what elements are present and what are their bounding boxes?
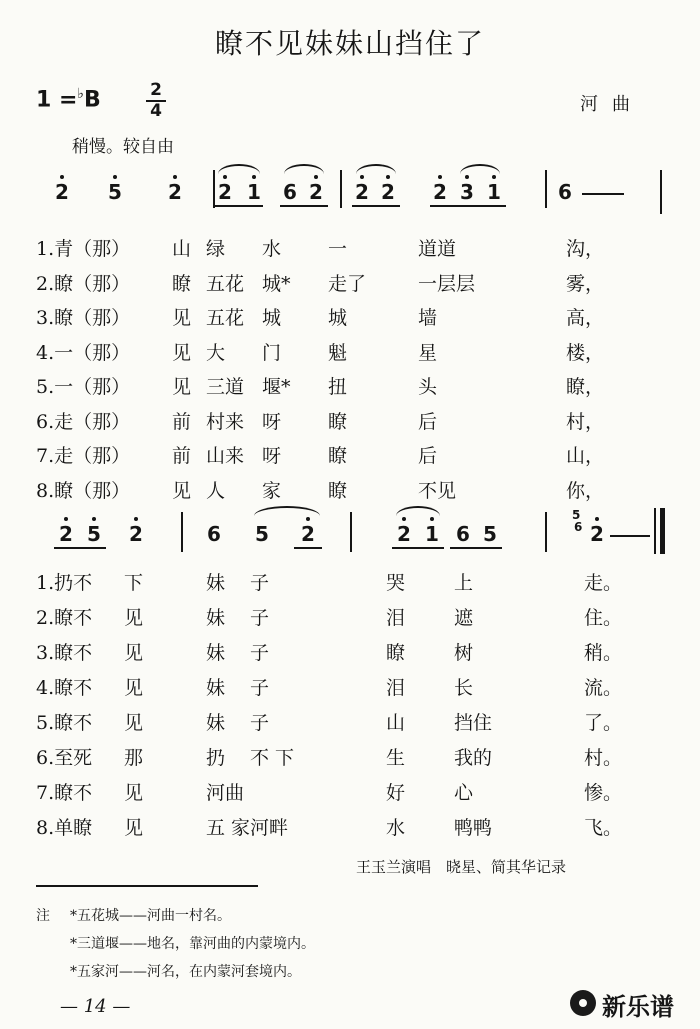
verse1-line8-col0: 8.瞭（那） — [36, 479, 131, 502]
verse2-line6-col3: 不 下 — [250, 747, 295, 769]
underline-s1-0 — [215, 205, 263, 207]
extension-dash-s2 — [610, 535, 650, 537]
verse1-line5-col4: 扭 — [328, 376, 348, 398]
verse2-line4-col1: 见 — [124, 677, 144, 699]
site-logo — [570, 987, 680, 1021]
verse2-line5-col4: 山 — [386, 712, 406, 734]
verse2-line4-col3: 子 — [250, 677, 270, 699]
time-signature — [146, 82, 166, 120]
high-dot-s2-1 — [92, 517, 96, 521]
verse1-line4-col5: 星 — [418, 341, 438, 364]
verse2-line4-col2: 妹 — [206, 677, 226, 699]
high-dot-s1-8 — [386, 175, 390, 179]
slur-s2-0 — [254, 506, 320, 516]
verse1-line2-col6: 雾， — [566, 272, 605, 295]
verse1-line3-col1: 见 — [172, 307, 192, 329]
verse1-line1-col2: 绿 — [206, 238, 226, 260]
verse2-line8-col6: 飞。 — [584, 817, 623, 839]
slur-s2-1 — [396, 506, 440, 516]
note-s1-11: 1 — [487, 180, 501, 204]
high-dot-s2-5 — [306, 517, 310, 521]
barline-s1-1 — [340, 170, 342, 208]
verse1-line8-col1: 见 — [172, 479, 192, 502]
high-dot-s1-6 — [314, 175, 318, 179]
verse2-line2-col1: 见 — [124, 607, 144, 629]
note-s1-2: 2 — [168, 180, 182, 204]
note-s1-8: 2 — [381, 180, 395, 204]
high-dot-s1-7 — [360, 175, 364, 179]
verse1-line6-col0: 6.走（那） — [36, 410, 131, 433]
performer-credit: 王玉兰演唱 晓星、简其华记录 — [356, 858, 567, 876]
verse2-line2-col4: 泪 — [386, 607, 406, 629]
verse2-line1-col3: 子 — [250, 572, 270, 594]
grace-note-top: 5 — [572, 508, 581, 522]
verse1-line8-col2: 人 — [206, 479, 226, 502]
verse2-line7-col1: 见 — [124, 782, 144, 804]
high-dot-s2-6 — [402, 517, 406, 521]
verse1-line4-col6: 楼， — [566, 341, 605, 364]
flat-sign: ♭ — [77, 86, 85, 102]
note-s2-7: 1 — [425, 522, 439, 546]
underline-s2-1 — [294, 547, 322, 549]
note-s2-4: 5 — [255, 522, 269, 546]
footnote-2: *三道堰——地名，靠河曲的内蒙境内。 — [70, 936, 315, 952]
verse1-line3-col4: 城 — [328, 307, 348, 329]
verse1-line8-col3: 家 — [262, 479, 282, 502]
note-s1-7: 2 — [355, 180, 369, 204]
verse2-line5-col5: 挡住 — [454, 712, 493, 734]
verse2-line8-col3: 河畔 — [250, 817, 289, 839]
verse1-line5-col1: 见 — [172, 376, 192, 398]
verse1-line2-col5: 一层层 — [418, 272, 476, 295]
verse2-line6-col2: 扔 — [206, 747, 226, 769]
verse2-line4-col0: 4.瞭不 — [36, 677, 93, 699]
verse2-line6-col6: 村。 — [584, 747, 623, 769]
verse1-line6-col3: 呀 — [262, 410, 282, 433]
verse1-line3-col3: 城 — [262, 307, 282, 329]
verse2-line1-col1: 下 — [124, 572, 144, 594]
barline-s2-0 — [181, 512, 183, 552]
verse2-line5-col1: 见 — [124, 712, 144, 734]
slur-s1-1 — [284, 164, 324, 174]
verse1-line8-col4: 瞭 — [328, 479, 348, 502]
verse2-line3-col6: 稍。 — [584, 642, 623, 664]
verse1-line7-col1: 前 — [172, 445, 192, 467]
underline-s1-3 — [430, 205, 506, 207]
high-dot-s2-0 — [64, 517, 68, 521]
verse1-line7-col2: 山来 — [206, 445, 245, 467]
verse2-line3-col2: 妹 — [206, 642, 226, 664]
footnote-label: 注 — [36, 908, 50, 924]
note-s1-6: 2 — [309, 180, 323, 204]
verse1-line4-col2: 大 — [206, 341, 226, 364]
underline-s1-2 — [352, 205, 400, 207]
note-s1-4: 1 — [247, 180, 261, 204]
verse1-line2-col3: 城* — [262, 272, 291, 295]
note-s2-3: 6 — [207, 522, 221, 546]
key-signature — [36, 86, 101, 112]
record-disc-icon — [570, 990, 596, 1016]
verse2-line7-col2: 河曲 — [206, 782, 245, 804]
final-barline-thin — [654, 508, 656, 554]
note-s2-10: 2 — [590, 522, 604, 546]
verse2-line8-col5: 鸭鸭 — [454, 817, 493, 839]
high-dot-s1-3 — [223, 175, 227, 179]
verse2-line2-col5: 遮 — [454, 607, 474, 629]
verse2-line7-col0: 7.瞭不 — [36, 782, 93, 804]
high-dot-s1-10 — [465, 175, 469, 179]
note-s2-5: 2 — [301, 522, 315, 546]
slur-s1-0 — [218, 164, 260, 174]
footnote-divider — [36, 885, 258, 887]
verse1-line3-col2: 五花 — [206, 307, 245, 329]
verse2-line1-col4: 哭 — [386, 572, 406, 594]
slur-s1-3 — [460, 164, 500, 174]
underline-s2-2 — [392, 547, 444, 549]
verse1-line2-col1: 瞭 — [172, 272, 192, 295]
time-bottom: 4 — [150, 101, 162, 121]
note-s1-1: 5 — [108, 180, 122, 204]
verse2-line8-col4: 水 — [386, 817, 406, 839]
verse1-line5-col5: 头 — [418, 376, 438, 398]
underline-s2-3 — [450, 547, 502, 549]
underline-s1-1 — [280, 205, 328, 207]
verse2-line8-col1: 见 — [124, 817, 144, 839]
barline-s2-1 — [350, 512, 352, 552]
verse1-line7-col6: 山， — [566, 445, 605, 467]
verse2-line8-col0: 8.单瞭 — [36, 817, 93, 839]
verse2-line7-col5: 心 — [454, 782, 474, 804]
footnote-1: *五花城——河曲一村名。 — [70, 908, 231, 924]
verse1-line6-col2: 村来 — [206, 410, 245, 433]
note-s2-1: 5 — [87, 522, 101, 546]
verse1-line1-col6: 沟， — [566, 238, 605, 260]
verse1-line7-col3: 呀 — [262, 445, 282, 467]
verse2-line4-col4: 泪 — [386, 677, 406, 699]
note-s2-9: 5 — [483, 522, 497, 546]
high-dot-s2-10 — [595, 517, 599, 521]
verse2-line1-col5: 上 — [454, 572, 474, 594]
verse1-line4-col1: 见 — [172, 341, 192, 364]
high-dot-s1-11 — [492, 175, 496, 179]
note-s1-10: 3 — [460, 180, 474, 204]
verse1-line6-col1: 前 — [172, 410, 192, 433]
high-dot-s1-9 — [438, 175, 442, 179]
high-dot-s1-1 — [113, 175, 117, 179]
verse1-line2-col4: 走了 — [328, 272, 367, 295]
verse2-line3-col1: 见 — [124, 642, 144, 664]
verse2-line2-col0: 2.瞭不 — [36, 607, 93, 629]
verse1-line6-col6: 村， — [566, 410, 605, 433]
verse1-line7-col4: 瞭 — [328, 445, 348, 467]
verse1-line7-col0: 7.走（那） — [36, 445, 131, 467]
verse2-line5-col3: 子 — [250, 712, 270, 734]
verse2-line3-col4: 瞭 — [386, 642, 406, 664]
underline-s2-0 — [54, 547, 106, 549]
note-s1-9: 2 — [433, 180, 447, 204]
verse1-line1-col3: 水 — [262, 238, 282, 260]
grace-note-bottom: 6 — [574, 520, 583, 534]
verse2-line3-col5: 树 — [454, 642, 474, 664]
verse1-line7-col5: 后 — [418, 445, 438, 467]
verse1-line3-col6: 高， — [566, 307, 605, 329]
verse1-line8-col6: 你， — [566, 479, 605, 502]
verse1-line5-col2: 三道 — [206, 376, 245, 398]
note-s2-6: 2 — [397, 522, 411, 546]
song-origin: 河曲 — [580, 94, 644, 115]
tempo-marking: 稍慢。较自由 — [72, 137, 174, 157]
note-s2-2: 2 — [129, 522, 143, 546]
verse2-line7-col6: 惨。 — [584, 782, 623, 804]
extension-dash-s1 — [582, 193, 624, 195]
footnote-3: *五家河——河名，在内蒙河套境内。 — [70, 964, 301, 980]
verse1-line1-col5: 道道 — [418, 238, 457, 260]
key-prefix: 1 = — [36, 87, 78, 113]
verse2-line4-col5: 长 — [454, 677, 474, 699]
verse2-line5-col2: 妹 — [206, 712, 226, 734]
key-note: B — [84, 87, 101, 113]
verse1-line4-col3: 门 — [262, 341, 282, 364]
barline-s1-0 — [213, 170, 215, 208]
verse1-line2-col2: 五花 — [206, 272, 245, 295]
verse2-line2-col2: 妹 — [206, 607, 226, 629]
barline-s2-2 — [545, 512, 547, 552]
verse2-line2-col6: 住。 — [584, 607, 623, 629]
verse1-line2-col0: 2.瞭（那） — [36, 272, 131, 295]
high-dot-s1-4 — [252, 175, 256, 179]
time-top: 2 — [150, 80, 162, 100]
high-dot-s1-2 — [173, 175, 177, 179]
verse2-line4-col6: 流。 — [584, 677, 623, 699]
verse1-line3-col5: 墙 — [418, 307, 438, 329]
high-dot-s2-2 — [134, 517, 138, 521]
verse2-line3-col3: 子 — [250, 642, 270, 664]
verse1-line5-col0: 5.一（那） — [36, 376, 131, 398]
verse1-line1-col0: 1.青（那） — [36, 238, 131, 260]
note-s2-8: 6 — [456, 522, 470, 546]
verse1-line5-col6: 瞭， — [566, 376, 605, 398]
song-title: 瞭不见妹妹山挡住了 — [214, 27, 485, 60]
verse2-line6-col0: 6.至死 — [36, 747, 93, 769]
verse2-line2-col3: 子 — [250, 607, 270, 629]
verse1-line6-col4: 瞭 — [328, 410, 348, 433]
note-s1-0: 2 — [55, 180, 69, 204]
verse2-line1-col0: 1.扔不 — [36, 572, 93, 594]
verse2-line1-col6: 走。 — [584, 572, 623, 594]
verse2-line5-col6: 了。 — [584, 712, 623, 734]
verse2-line6-col5: 我的 — [454, 747, 493, 769]
verse1-line6-col5: 后 — [418, 410, 438, 433]
barline-s1-2 — [545, 170, 547, 208]
verse2-line6-col4: 生 — [386, 747, 406, 769]
verse2-line1-col2: 妹 — [206, 572, 226, 594]
verse2-line7-col4: 好 — [386, 782, 406, 804]
high-dot-s2-7 — [430, 517, 434, 521]
verse2-line8-col2: 五 家 — [206, 817, 251, 839]
final-barline-thick — [660, 508, 665, 554]
verse1-line1-col1: 山 — [172, 238, 192, 260]
verse1-line3-col0: 3.瞭（那） — [36, 307, 131, 329]
note-s1-5: 6 — [283, 180, 297, 204]
note-s1-3: 2 — [218, 180, 232, 204]
verse1-line4-col0: 4.一（那） — [36, 341, 131, 364]
verse2-line5-col0: 5.瞭不 — [36, 712, 93, 734]
verse2-line6-col1: 那 — [124, 747, 144, 769]
high-dot-s1-0 — [60, 175, 64, 179]
verse1-line8-col5: 不见 — [418, 479, 457, 502]
note-s1-12: 6 — [558, 180, 572, 204]
logo-text: 新乐谱 — [602, 993, 674, 1021]
verse1-line4-col4: 魁 — [328, 341, 348, 364]
barline-s1-end — [660, 170, 662, 214]
page-number: — 14 — — [60, 996, 131, 1017]
slur-s1-2 — [356, 164, 396, 174]
note-s2-0: 2 — [59, 522, 73, 546]
verse1-line1-col4: 一 — [328, 238, 348, 260]
verse1-line5-col3: 堰* — [262, 376, 291, 398]
verse2-line3-col0: 3.瞭不 — [36, 642, 93, 664]
